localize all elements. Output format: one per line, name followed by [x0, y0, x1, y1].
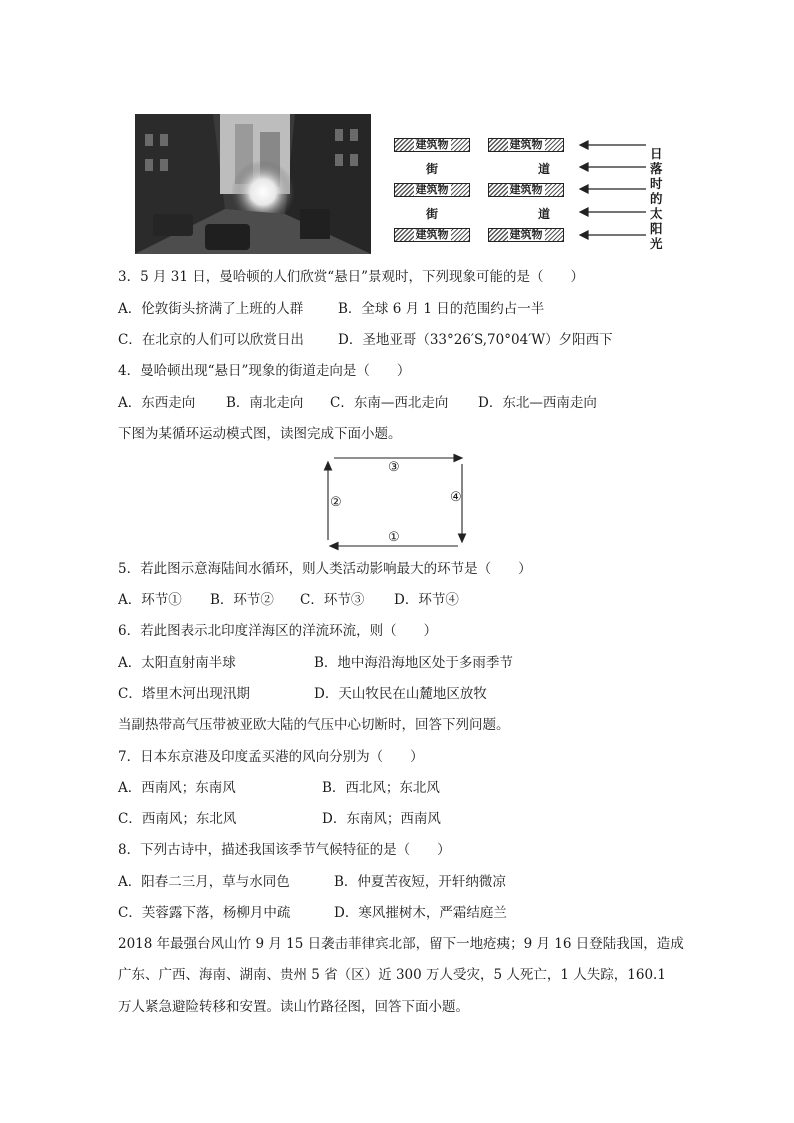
q6-option-d: D．天山牧民在山麓地区放牧 [314, 686, 487, 702]
building-block: 建筑物 [394, 228, 470, 242]
q8-option-c: C．芙蓉露下落，杨柳月中疏 [118, 905, 291, 921]
street-label: 街 [426, 162, 439, 176]
question-3-stem: 3．5 月 31 日，曼哈顿的人们欣赏“悬日”景观时，下列现象可能的是（ ） [118, 269, 585, 285]
street-label: 街 [426, 207, 439, 221]
q5-option-c: C．环节③ [300, 592, 365, 608]
building-block: 建筑物 [488, 228, 564, 242]
q7-option-a: A．西南风；东南风 [118, 780, 236, 796]
building-block: 建筑物 [394, 183, 470, 197]
cycle-label-3: ③ [388, 460, 400, 475]
q5-option-b: B．环节② [210, 592, 274, 608]
building-block: 建筑物 [488, 138, 564, 152]
q8-option-a: A．阳春二三月，草与水同色 [118, 874, 290, 890]
q6-option-a: A．太阳直射南半球 [118, 655, 236, 671]
question-6-stem: 6．若此图表示北印度洋海区的洋流环流，则（ ） [118, 623, 438, 639]
cycle-label-1: ① [388, 530, 400, 545]
q3-option-d: D．圣地亚哥（33°26′S,70°04′W）夕阳西下 [338, 332, 613, 348]
manhattanhenge-photo [135, 114, 371, 254]
street-photo-drawing [135, 114, 371, 254]
q5-option-d: D．环节④ [394, 592, 459, 608]
q4-option-a: A．东西走向 [118, 395, 196, 411]
intro-typhoon-line-2: 广东、广西、海南、湖南、贵州 5 省（区）近 300 万人受灾，5 人死亡，1 人失踪，160.1 [118, 967, 666, 983]
question-8-stem: 8．下列古诗中，描述我国该季节气候特征的是（ ） [118, 842, 451, 858]
q4-option-c: C．东南—西北走向 [330, 395, 449, 411]
cycle-label-4: ④ [450, 490, 462, 505]
street-label: 道 [538, 162, 551, 176]
q7-option-b: B．西北风；东北风 [322, 780, 440, 796]
q5-option-a: A．环节① [118, 592, 182, 608]
cycle-label-2: ② [330, 495, 342, 510]
q8-option-b: B．仲夏苦夜短，开轩纳微凉 [334, 874, 506, 890]
intro-cycle: 下图为某循环运动模式图，读图完成下面小题。 [118, 426, 402, 442]
q3-option-a: A．伦敦街头挤满了上班的人群 [118, 301, 304, 317]
intro-pressure: 当副热带高气压带被亚欧大陆的气压中心切断时，回答下列问题。 [118, 717, 510, 733]
q4-option-d: D．东北—西南走向 [478, 395, 597, 411]
sunlight-label: 日落时的太阳光 [650, 146, 663, 251]
q7-option-c: C．西南风；东北风 [118, 811, 237, 827]
q8-option-d: D．寒风摧树木，严霜结庭兰 [334, 905, 507, 921]
question-7-stem: 7．日本东京港及印度孟买港的风向分别为（ ） [118, 749, 424, 765]
q6-option-b: B．地中海沿海地区处于多雨季节 [314, 655, 513, 671]
street-label: 道 [538, 207, 551, 221]
building-block: 建筑物 [488, 183, 564, 197]
question-5-stem: 5．若此图示意海陆间水循环，则人类活动影响最大的环节是（ ） [118, 561, 532, 577]
sunlight-arrows [578, 136, 648, 246]
q4-option-b: B．南北走向 [226, 395, 304, 411]
q6-option-c: C．塔里木河出现汛期 [118, 686, 250, 702]
q7-option-d: D．东南风；西南风 [322, 811, 441, 827]
q3-option-c: C．在北京的人们可以欣赏日出 [118, 332, 304, 348]
intro-typhoon-line-1: 2018 年最强台风山竹 9 月 15 日袭击菲律宾北部，留下一地疮痍；9 月 16 日登陆我国，造成 [118, 936, 684, 952]
question-4-stem: 4．曼哈顿出现“悬日”现象的街道走向是（ ） [118, 363, 411, 379]
building-block: 建筑物 [394, 138, 470, 152]
intro-typhoon-line-3: 万人紧急避险转移和安置。读山竹路径图，回答下面小题。 [118, 999, 469, 1015]
q3-option-b: B．全球 6 月 1 日的范围约占一半 [338, 301, 545, 317]
